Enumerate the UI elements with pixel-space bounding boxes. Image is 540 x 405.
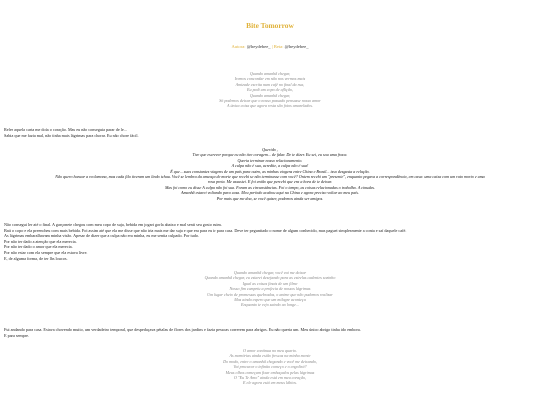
text-line: E para sempre. <box>4 332 29 338</box>
poem-stanza-2 <box>0 270 540 308</box>
text-line: Mas ainda espero que um milagre aconteça <box>234 297 306 303</box>
text-line: Sabia que me fazia mal, não tinha mais lágrimas para chorar. Eu não chore fácil. <box>4 132 139 138</box>
text-line: Querido , <box>262 147 278 152</box>
byline <box>0 44 540 49</box>
text-line: Amanhã estarei voltando para casa. Meu período acabou aqui na China e agora preciso voltar ao meu país. <box>180 190 360 196</box>
text-line: Nosso fim cumpriu a profecia de nossos lágrimas <box>229 286 311 292</box>
text-line: rosa preta. Me assustei. E foi então que percebi que era a hora de te deixar. <box>207 179 333 185</box>
text-line: Reler aquela carta me doía o coração. Mas eu não conseguia parar de le... <box>4 127 127 132</box>
text-line: Só podemos deixar que o nosso passado pensasse nosso amor <box>219 98 321 104</box>
text-line: E ele agora está em meus lábios. <box>242 380 297 386</box>
text-line: É que... suas constantes viagens de um país para outro, as minhas viagens entre China e Brasil... isso desgasta a relação. <box>170 168 370 174</box>
prose-block-3 <box>4 327 536 338</box>
text-line: Quando amanhã chegar, você vai me deixar <box>233 270 307 275</box>
text-line: Tive que escrever porque eu não tive coragem... de falar. De te dizer. Eu sei, eu sou uma fraca. <box>192 152 348 158</box>
text-line: Quando amanhã chegar, eu estarei desejando para as estrelas cadentes sozinho <box>204 275 336 281</box>
text-line: Igual as coisas finais de um filme <box>242 280 298 286</box>
text-line: Por mais que me doa, se você quiser, podemos ainda ser amigos. <box>216 195 324 201</box>
text-line: Fui andando para casa. Estava chovendo muito, um verdadeiro temporal, que despedaçava pétalas de flores dos jardins e fazia pessoas correrem para abrigos. Eu não queria um. Meu único abrigo tinha ido embora. <box>4 327 361 332</box>
text-line: Enquanto te vejo saindo ao longe... <box>241 302 299 308</box>
text-line: Não consegui ler até o final. A garçonete chegou com meu copo de suja, bebida em jogari gorla abaixo e mal senti seu gosto ruim. <box>4 222 222 227</box>
text-line: A culpa não é sua, acredite, a culpa não é sua! <box>231 163 309 169</box>
prose-block-2 <box>4 222 536 261</box>
text-line: Amizade escrita num café no final da rua, <box>235 81 305 87</box>
text-line: Quando amanhã chegar, <box>249 71 291 76</box>
author-label: Autora: <box>231 44 246 49</box>
author-name[interactable]: @heydebee_ <box>246 44 271 49</box>
text-line: Por não ter dado o amor que ela merecia. <box>4 244 73 250</box>
prose-block-1 <box>4 127 536 138</box>
text-line: Meus olhos começam fixar embaçados pelas lágrimas <box>225 369 315 375</box>
story-title: Bite Tomorrow <box>246 21 294 30</box>
text-line: Por não ter dado a atenção que ela merecia. <box>4 238 77 244</box>
beta-label: | Beta: <box>271 44 284 49</box>
text-line: As memórias ainda estão frescas na minha mente <box>229 353 311 359</box>
text-line: Iremos concordar em não nos vermos mais <box>234 76 306 82</box>
text-line: E, de alguma forma, de ter lhs loucos. <box>4 255 68 261</box>
text-line: O "Eu Te Amo" ainda está em meu coração, <box>233 375 307 381</box>
text-line: Não quero hancar a reclamona, mas cada fila tiveram um lindo tchau. Você se lembra da ameaça de morte que recebi se não terminasse com você? Ontem recebi um "presente", enquanto pegava a correspondência, em casa: uma caixa com um rato morto e uma <box>55 174 485 180</box>
text-line: Bati o copo e ela preencheu com mais bebida. Foi assim até que ela me disse que não iria mais me dar suja e que era para eu ir para casa. Deve ter pegunttado o nome de algum conhecido, mas paguei simplesmente a conta e saí daquele café. <box>4 227 407 233</box>
text-line: Por não estar com ela sempre que ela estava livre. <box>4 249 88 255</box>
beta-name[interactable]: @heydebee_ <box>284 44 309 49</box>
text-line: A única coisa que agora resta são fotos amarelados. <box>227 103 313 109</box>
poem-stanza-1 <box>0 71 540 109</box>
text-line: Um lugar cheio de promessas quebradas, o anime que não pudemos realizar <box>207 291 333 297</box>
text-line: Quando amanhã chegar, <box>249 92 291 98</box>
text-line: Queria terminar nosso relacionamento. <box>237 157 303 163</box>
text-line: Do modo, entre o amanhã chegando e você me deixando, <box>223 358 317 364</box>
poem-stanza-3 <box>0 348 540 386</box>
letter-block <box>0 147 540 201</box>
text-line: As lágrimas embaralhavam minha visão. Apesar de dizer que a culpa não era minha, eu me sentia culpado. Por tudo. <box>4 233 200 239</box>
text-line: O amor continua no meu quarto. <box>243 348 297 353</box>
text-line: Vai procurar o infinito começo e o engolirá? <box>233 364 307 370</box>
text-line: Eu pedi um copo de aflição, <box>247 87 293 93</box>
text-line: Mas foi como eu disse A culpa não foi sua. Foram as circunstâncias. Foi o tempo, as coisas relacionadas o trabalho. A cinudas. <box>164 184 376 190</box>
